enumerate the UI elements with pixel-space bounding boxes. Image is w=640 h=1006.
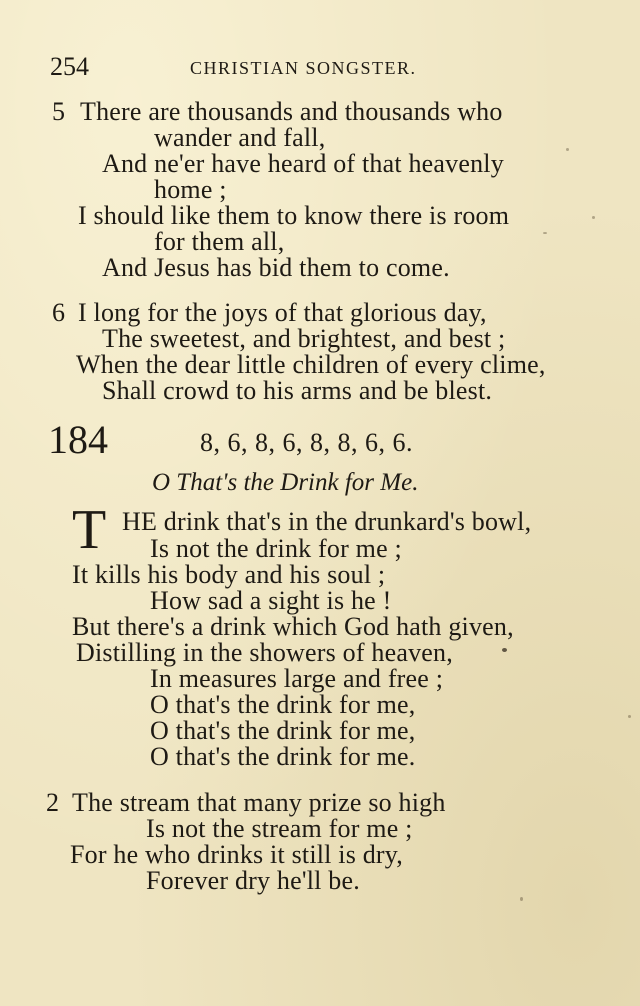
stanza-5-line-5: I should like them to know there is room	[78, 201, 510, 230]
paper-speck	[592, 216, 595, 219]
stanza-5-line-7: And Jesus has bid them to come.	[102, 253, 450, 282]
stanza-6-line-1: I long for the joys of that glorious day,	[78, 298, 487, 327]
running-title: CHRISTIAN SONGSTER.	[190, 58, 417, 78]
hymn-stanza-1-line-10: O that's the drink for me.	[150, 742, 416, 771]
stanza-5-line-2: wander and fall,	[154, 123, 326, 152]
hymn-stanza-1-line-3: It kills his body and his soul ;	[72, 560, 386, 589]
hymn-stanza-1-line-6: Distilling in the showers of heaven,	[76, 638, 453, 667]
page-number: 254	[50, 52, 89, 81]
stanza-5-number: 5	[52, 97, 66, 126]
ink-blot	[502, 648, 507, 652]
hymn-stanza-2-line-1: The stream that many prize so high	[72, 788, 446, 817]
hymn-stanza-2-number: 2	[46, 788, 60, 817]
hymn-stanza-1-line-1: HE drink that's in the drunkard's bowl,	[122, 507, 532, 536]
paper-speck	[628, 715, 631, 718]
hymn-stanza-1-line-2: Is not the drink for me ;	[150, 534, 402, 563]
hymn-stanza-1-line-7: In measures large and free ;	[150, 664, 444, 693]
hymn-stanza-1-line-8: O that's the drink for me,	[150, 690, 416, 719]
paper-speck	[566, 148, 569, 151]
hymn-stanza-1-line-4: How sad a sight is he !	[150, 586, 392, 615]
stanza-5-line-3: And ne'er have heard of that heavenly	[102, 149, 504, 178]
drop-cap: T	[72, 499, 107, 561]
stanza-5-line-1: There are thousands and thousands who	[80, 97, 503, 126]
hymn-stanza-1-line-9: O that's the drink for me,	[150, 716, 416, 745]
stanza-6-number: 6	[52, 298, 66, 327]
paper-speck	[543, 232, 547, 234]
stanza-6-line-2: The sweetest, and brightest, and best ;	[102, 324, 506, 353]
hymn-stanza-2-line-4: Forever dry he'll be.	[146, 866, 360, 895]
hymn-stanza-2-line-3: For he who drinks it still is dry,	[70, 840, 404, 869]
stanza-5-line-6: for them all,	[154, 227, 285, 256]
stanza-6-line-4: Shall crowd to his arms and be blest.	[102, 376, 493, 405]
hymn-title: O That's the Drink for Me.	[152, 469, 419, 496]
stanza-6-line-3: When the dear little children of every clime,	[76, 350, 546, 379]
hymn-number: 184	[48, 417, 108, 462]
hymn-stanza-2-line-2: Is not the stream for me ;	[146, 814, 413, 843]
stanza-5-line-4: home ;	[154, 175, 227, 204]
paper-speck	[520, 897, 523, 901]
hymn-stanza-1-line-5: But there's a drink which God hath given,	[72, 612, 514, 641]
hymn-meter: 8, 6, 8, 6, 8, 8, 6, 6.	[200, 428, 413, 457]
